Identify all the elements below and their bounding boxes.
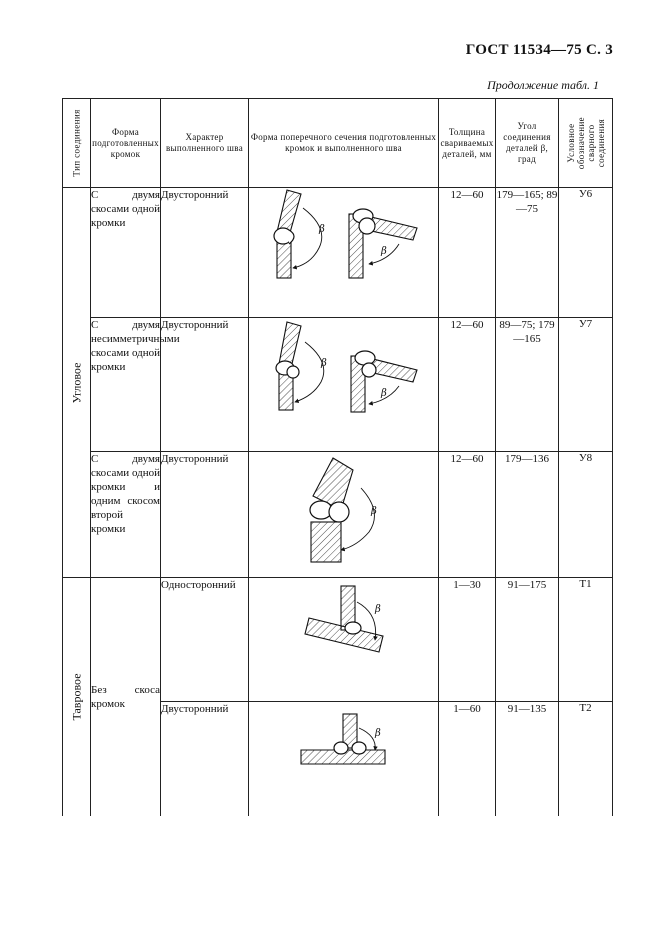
symbol-cell: У7 bbox=[559, 318, 613, 452]
angle-cell: 91—135 bbox=[496, 702, 559, 816]
col-header-angle: Угол соединения деталей β, град bbox=[496, 99, 559, 188]
group-label-tee: Тавровое bbox=[69, 673, 83, 721]
col-header-thickness: Толщина свариваемых деталей, мм bbox=[439, 99, 496, 188]
angle-cell: 179—165; 89—75 bbox=[496, 188, 559, 318]
group-corner bbox=[63, 188, 91, 578]
thickness-cell: 12—60 bbox=[439, 318, 496, 452]
col-header-symbol: Условное обозначение сварного соединения bbox=[559, 99, 613, 188]
table-header-row bbox=[63, 99, 613, 188]
cross-section-figure bbox=[249, 702, 439, 816]
angle-cell: 89—75; 179—165 bbox=[496, 318, 559, 452]
col-header-cross-section: Форма поперечного сечения подготовленных кромок и выполненного шва bbox=[249, 99, 439, 188]
group-tee bbox=[63, 578, 91, 816]
edge-prep-cell: С двумя скосами одной кромки bbox=[91, 188, 161, 318]
edge-prep-cell: Без скоса кромок bbox=[91, 578, 161, 816]
group-label-corner: Угловое bbox=[69, 362, 83, 403]
svg-text:β: β bbox=[375, 728, 381, 739]
thickness-cell: 12—60 bbox=[439, 452, 496, 578]
table-row bbox=[63, 578, 613, 702]
svg-text:β: β bbox=[381, 388, 387, 399]
thickness-cell: 12—60 bbox=[439, 188, 496, 318]
angle-cell: 91—175 bbox=[496, 578, 559, 702]
table-row bbox=[63, 452, 613, 578]
table-row bbox=[63, 318, 613, 452]
symbol-cell: У8 bbox=[559, 452, 613, 578]
svg-text:β: β bbox=[321, 358, 327, 369]
cross-section-figure bbox=[249, 452, 439, 578]
weld-type-cell: Двусторонний bbox=[161, 318, 249, 452]
weld-type-cell: Односторонний bbox=[161, 578, 249, 702]
page-title: ГОСТ 11534—75 С. 3 bbox=[465, 42, 613, 58]
edge-prep-cell: С двумя скосами одной кромки и одним скосом второй кромки bbox=[91, 452, 161, 578]
cross-section-figure bbox=[249, 318, 439, 452]
col-header-joint-type: Тип соединения bbox=[63, 99, 91, 188]
table-continuation-note: Продолжение табл. 1 bbox=[487, 78, 599, 92]
svg-text:β: β bbox=[319, 224, 325, 235]
svg-text:β: β bbox=[375, 604, 381, 615]
svg-text:β: β bbox=[371, 506, 377, 517]
joint-sketch-t2 bbox=[249, 702, 439, 814]
thickness-cell: 1—60 bbox=[439, 702, 496, 816]
weld-type-cell: Двусторонний bbox=[161, 188, 249, 318]
col-header-edge-prep: Форма подготовленных кромок bbox=[91, 99, 161, 188]
symbol-cell: Т1 bbox=[559, 578, 613, 702]
thickness-cell: 1—30 bbox=[439, 578, 496, 702]
table-row bbox=[63, 188, 613, 318]
edge-prep-cell: С двумя несимметричными скосами одной кромки bbox=[91, 318, 161, 452]
cross-section-figure bbox=[249, 188, 439, 318]
weld-type-cell: Двусторонний bbox=[161, 702, 249, 816]
angle-cell: 179—136 bbox=[496, 452, 559, 578]
weld-type-cell: Двусторонний bbox=[161, 452, 249, 578]
symbol-cell: У6 bbox=[559, 188, 613, 318]
joint-sketch-u8 bbox=[249, 452, 439, 576]
symbol-cell: Т2 bbox=[559, 702, 613, 816]
cross-section-figure bbox=[249, 578, 439, 702]
joint-sketch-u7 bbox=[249, 318, 439, 450]
col-header-weld-type: Характер выполненного шва bbox=[161, 99, 249, 188]
welded-joints-table bbox=[62, 98, 613, 816]
joint-sketch-t1 bbox=[249, 578, 439, 700]
joint-sketch-u6 bbox=[249, 188, 439, 316]
svg-text:β: β bbox=[381, 246, 387, 257]
